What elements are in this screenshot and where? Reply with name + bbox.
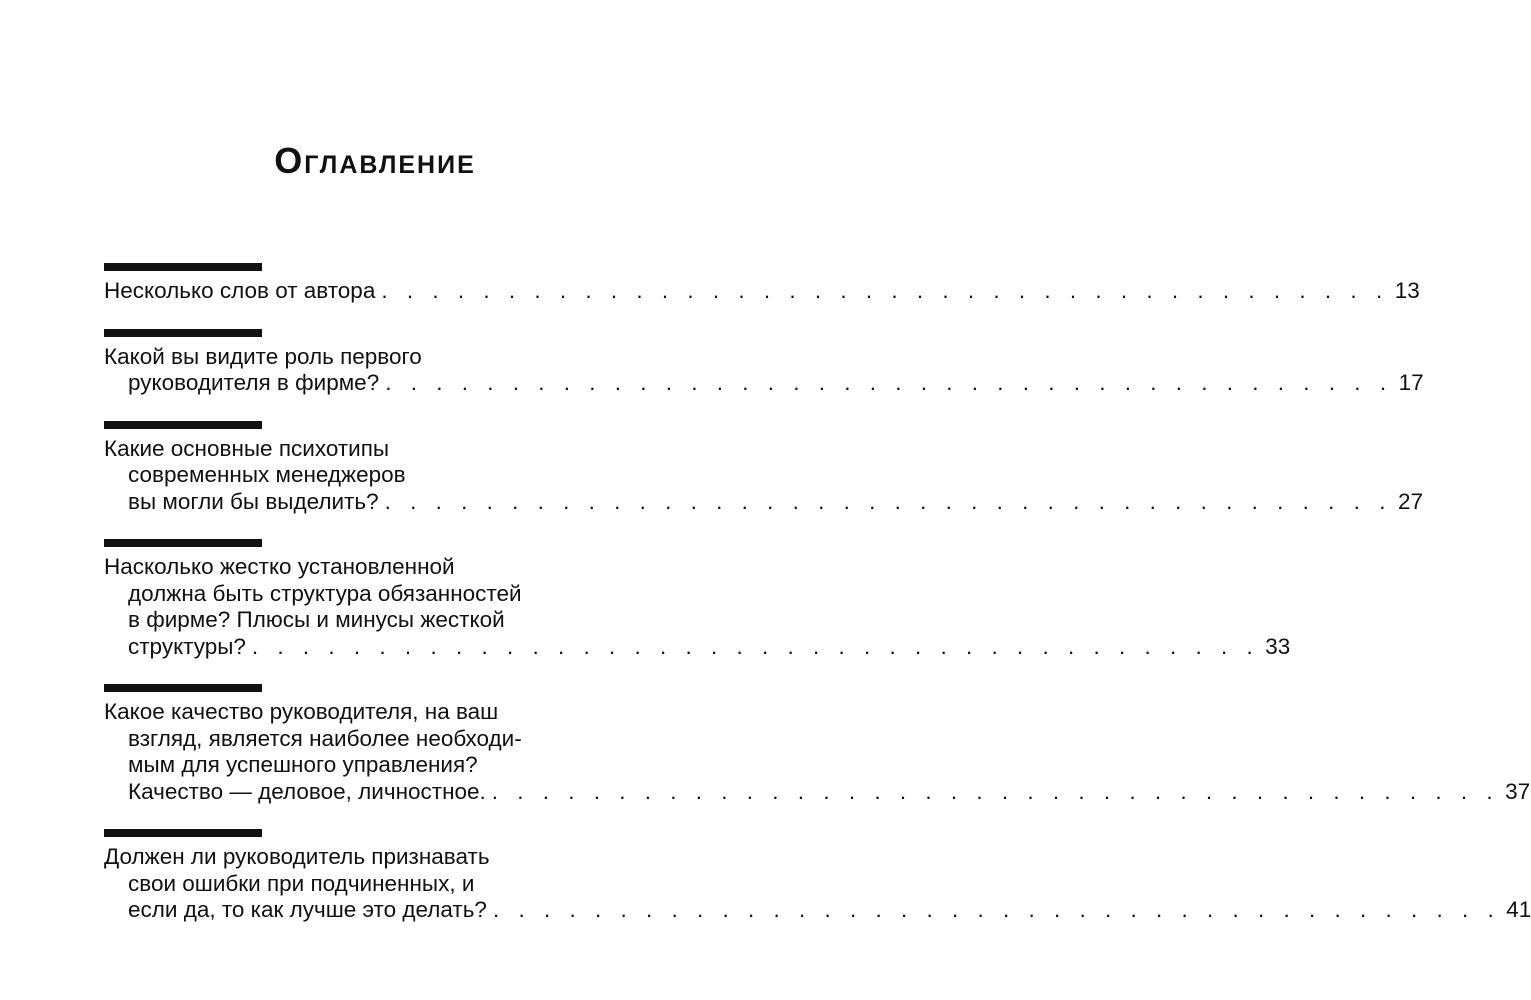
toc-entry-text: Качество — деловое, личностное. (128, 778, 486, 804)
toc-entry[interactable] (104, 263, 1420, 305)
toc-entry-last-line (104, 278, 1420, 305)
section-rule (104, 539, 262, 547)
page-number: 37 (1505, 778, 1531, 804)
toc-entry-text: Какие основные психотипы (104, 435, 390, 461)
toc-entry-text: в фирме? Плюсы и минусы жесткой (128, 607, 505, 632)
toc-entry-text: мым для успешного управления? (128, 752, 478, 777)
toc-entry-text: структуры? (128, 633, 246, 659)
toc-entry-last-line (104, 633, 1291, 661)
toc-entry-last-line (104, 897, 1531, 924)
section-rule (104, 263, 262, 271)
page-number: 17 (1398, 370, 1424, 395)
toc-entry[interactable] (104, 829, 1531, 924)
section-rule (104, 829, 262, 837)
page-number: 27 (1397, 488, 1423, 514)
toc-entry-text: Несколько слов от автора (104, 278, 376, 303)
toc-entry-text: современных менеджеров (128, 462, 406, 487)
toc-entry[interactable] (104, 684, 1531, 805)
toc-entry-text: вы могли бы выделить? (128, 488, 379, 514)
page-number: 13 (1394, 278, 1420, 303)
toc-entry-text: взгляд, является наиболее необходи- (128, 725, 522, 751)
toc-entry-last-line (104, 488, 1423, 516)
section-rule (104, 684, 262, 692)
toc-entry-text: Какой вы видите роль первого (104, 343, 422, 369)
section-rule (104, 329, 262, 337)
page-number: 41 (1506, 897, 1531, 922)
dot-leader: . . . . . . . . . . . . . . . . . . . . . . . . . . . . . . . . . . . . . . . . (492, 897, 1501, 922)
toc-entry[interactable] (104, 539, 1291, 660)
toc-entry[interactable] (104, 421, 1423, 516)
toc-entry-text: Насколько жестко установленной (104, 554, 455, 579)
dot-leader: . . . . . . . . . . . . . . . . . . . . . . . . . . . . . . . . . . . . . . . . (381, 278, 1389, 303)
page-number: 33 (1265, 633, 1291, 659)
dot-leader: . . . . . . . . . . . . . . . . . . . . . . . . . . . . . . . . . . . . . . . . (385, 370, 1393, 395)
toc-entry[interactable] (104, 329, 1424, 397)
page-title: Оглавление (274, 140, 476, 181)
toc-entry-text: если да, то как лучше это делать? (128, 897, 487, 922)
toc-entry-text: Должен ли руководитель признавать (104, 844, 490, 869)
toc-entry-text: Какое качество руководителя, на ваш (104, 699, 499, 724)
dot-leader: . . . . . . . . . . . . . . . . . . . . . . . . . . . . . . . . . . . . . . . . (384, 488, 1392, 514)
toc-entry-last-line (104, 370, 1424, 397)
section-rule (104, 421, 262, 429)
toc-entry-text: руководителя в фирме? (128, 370, 380, 395)
toc-entry-text: должна быть структура обязанностей (128, 580, 522, 606)
table-of-contents (104, 263, 1531, 948)
dot-leader: . . . . . . . . . . . . . . . . . . . . . . . . . . . . . . . . . . . . . . . . (491, 778, 1500, 804)
toc-entry-text: свои ошибки при подчиненных, и (128, 870, 475, 896)
dot-leader: . . . . . . . . . . . . . . . . . . . . . . . . . . . . . . . . . . . . . . . . (251, 633, 1260, 659)
toc-entry-last-line (104, 778, 1531, 806)
